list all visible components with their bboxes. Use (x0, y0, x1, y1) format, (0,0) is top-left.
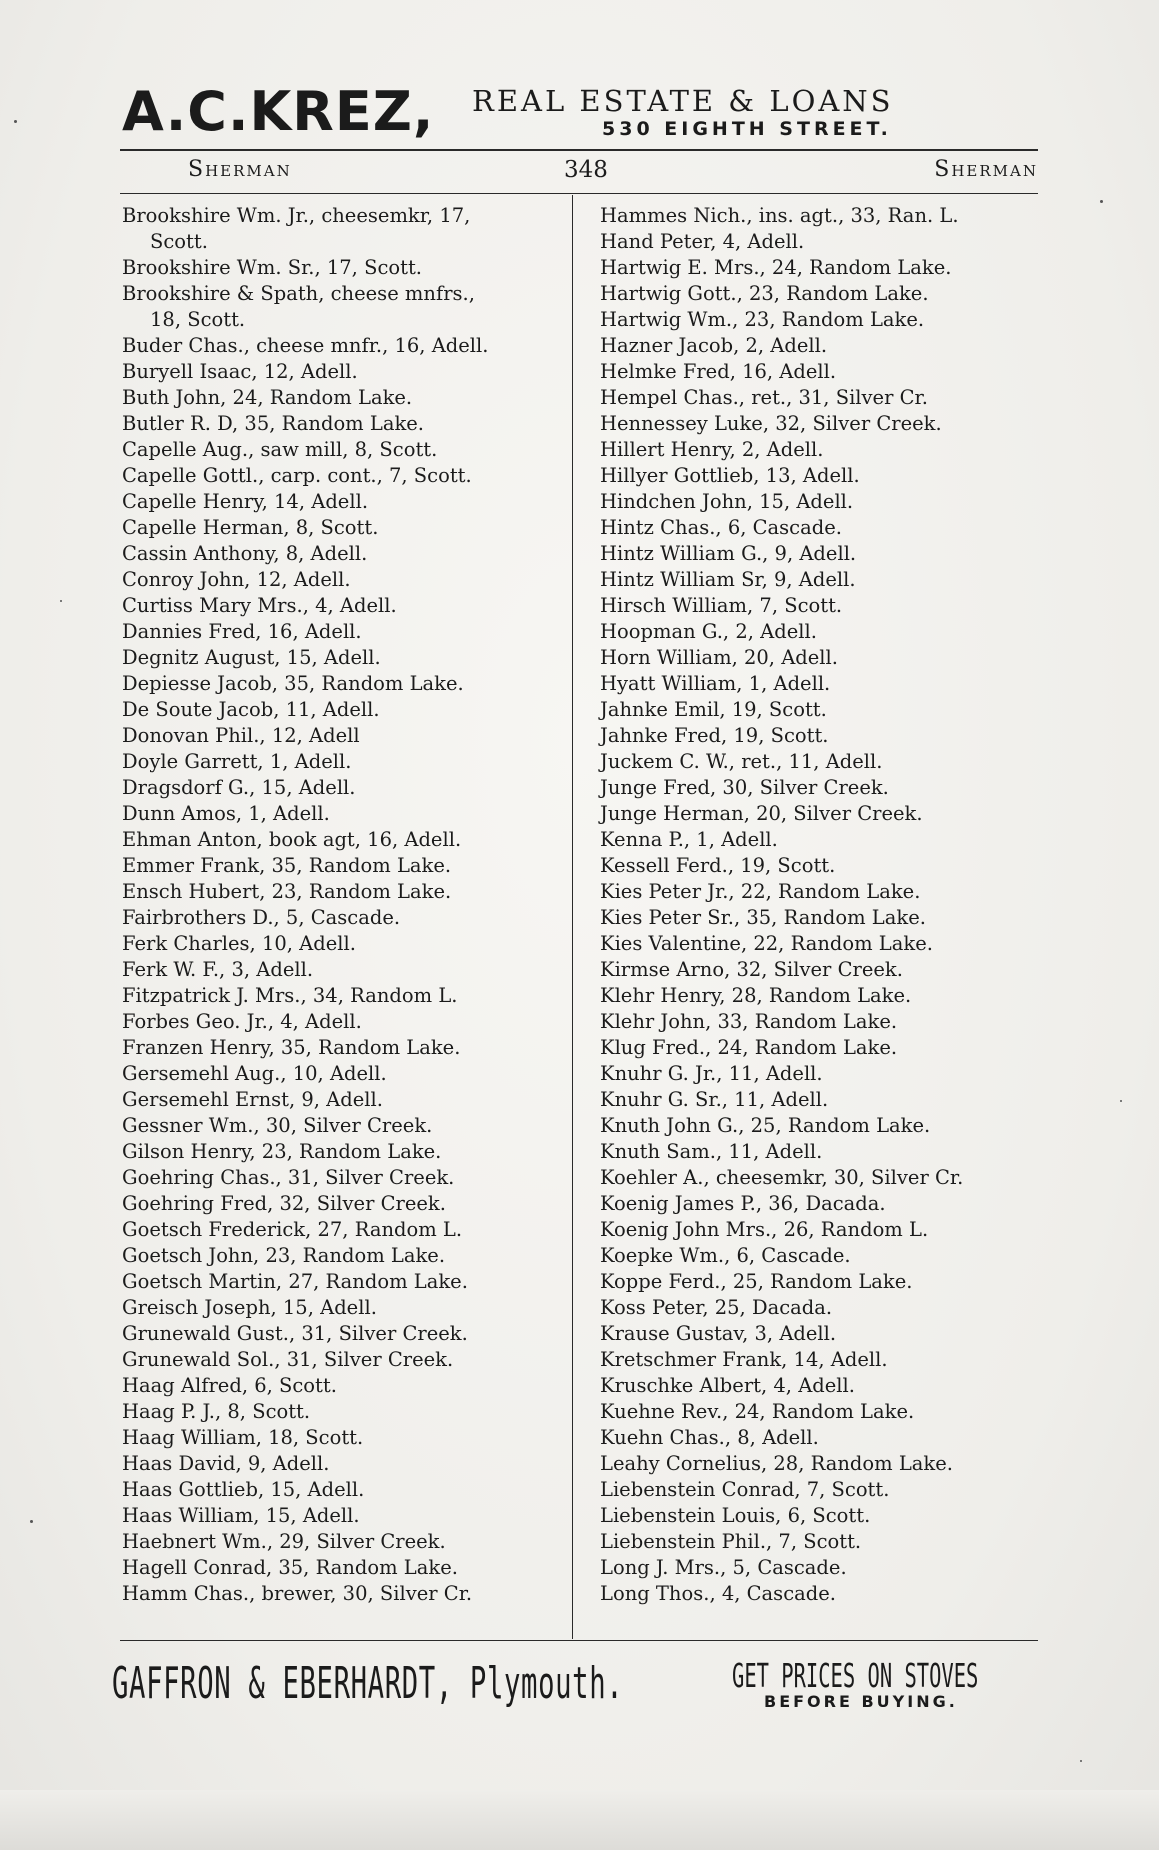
directory-entry: Capelle Henry, 14, Adell. (122, 490, 369, 513)
directory-entry: Hempel Chas., ret., 31, Silver Cr. (600, 386, 928, 409)
directory-entry: Emmer Frank, 35, Random Lake. (122, 854, 452, 877)
directory-entry: Kuehne Rev., 24, Random Lake. (600, 1400, 915, 1423)
directory-entry: Capelle Aug., saw mill, 8, Scott. (122, 438, 438, 461)
directory-entry: Liebenstein Louis, 6, Scott. (600, 1504, 871, 1527)
directory-entry: Kirmse Arno, 32, Silver Creek. (600, 958, 903, 981)
directory-entry: Long J. Mrs., 5, Cascade. (600, 1556, 847, 1579)
directory-entry: Hintz William Sr, 9, Adell. (600, 568, 856, 591)
running-head (120, 157, 1038, 189)
directory-entry: Krause Gustav, 3, Adell. (600, 1322, 837, 1345)
advertiser-tagline: REAL ESTATE & LOANS (472, 84, 894, 118)
directory-entry: Leahy Cornelius, 28, Random Lake. (600, 1452, 953, 1475)
directory-entry: Scott. (150, 230, 208, 253)
header-advertisement (122, 82, 1042, 148)
directory-entry: Goetsch Martin, 27, Random Lake. (122, 1270, 468, 1293)
directory-entry: Conroy John, 12, Adell. (122, 568, 351, 591)
directory-entry: 18, Scott. (150, 308, 246, 331)
footer-advertisement (112, 1652, 1042, 1722)
page-edge-shadow (0, 1790, 1159, 1850)
running-head-rule (120, 193, 1038, 194)
directory-entry: Kenna P., 1, Adell. (600, 828, 778, 851)
directory-entry: Buder Chas., cheese mnfr., 16, Adell. (122, 334, 489, 357)
directory-entry: Haag William, 18, Scott. (122, 1426, 364, 1449)
directory-entry: Fitzpatrick J. Mrs., 34, Random L. (122, 984, 458, 1007)
directory-entry: Hirsch William, 7, Scott. (600, 594, 843, 617)
directory-entry: Juckem C. W., ret., 11, Adell. (600, 750, 883, 773)
directory-entry: Knuhr G. Jr., 11, Adell. (600, 1062, 823, 1085)
directory-entry: Koepke Wm., 6, Cascade. (600, 1244, 851, 1267)
directory-entry: Junge Fred, 30, Silver Creek. (600, 776, 889, 799)
directory-entry: Goetsch Frederick, 27, Random L. (122, 1218, 463, 1241)
directory-entry: Koenig James P., 36, Dacada. (600, 1192, 886, 1215)
footer-cta-line1: GET PRICES ON STOVES (732, 1656, 979, 1695)
scan-speck (14, 120, 17, 123)
directory-entry: Kies Peter Sr., 35, Random Lake. (600, 906, 926, 929)
footer-rule (120, 1640, 1038, 1641)
directory-entry: Long Thos., 4, Cascade. (600, 1582, 836, 1605)
directory-entry: Jahnke Fred, 19, Scott. (600, 724, 829, 747)
directory-entry: Knuth John G., 25, Random Lake. (600, 1114, 931, 1137)
directory-entry: Kruschke Albert, 4, Adell. (600, 1374, 855, 1397)
directory-entry: Kies Peter Jr., 22, Random Lake. (600, 880, 921, 903)
directory-entry: Brookshire Wm. Jr., cheesemkr, 17, (122, 204, 471, 227)
directory-entry: Hand Peter, 4, Adell. (600, 230, 805, 253)
directory-entry: Jahnke Emil, 19, Scott. (600, 698, 827, 721)
directory-entry: Hintz Chas., 6, Cascade. (600, 516, 842, 539)
directory-entry: Helmke Fred, 16, Adell. (600, 360, 837, 383)
directory-entry: Kuehn Chas., 8, Adell. (600, 1426, 819, 1449)
directory-entry: Hindchen John, 15, Adell. (600, 490, 854, 513)
directory-entry: Haas David, 9, Adell. (122, 1452, 330, 1475)
running-head-right: Sherman (934, 157, 1038, 182)
directory-entry: Dunn Amos, 1, Adell. (122, 802, 330, 825)
scan-speck (1120, 1100, 1122, 1102)
scan-speck (1080, 1760, 1082, 1762)
directory-entry: Haebnert Wm., 29, Silver Creek. (122, 1530, 446, 1553)
directory-entry: Grunewald Gust., 31, Silver Creek. (122, 1322, 468, 1345)
directory-entry: Hennessey Luke, 32, Silver Creek. (600, 412, 942, 435)
directory-entry: Depiesse Jacob, 35, Random Lake. (122, 672, 464, 695)
column-divider (572, 195, 573, 1639)
directory-entry: Ehman Anton, book agt, 16, Adell. (122, 828, 462, 851)
directory-entry: Hammes Nich., ins. agt., 33, Ran. L. (600, 204, 959, 227)
header-rule (120, 149, 1038, 151)
directory-entry: Capelle Herman, 8, Scott. (122, 516, 379, 539)
directory-entry: Gessner Wm., 30, Silver Creek. (122, 1114, 433, 1137)
right-column (600, 203, 1040, 1607)
directory-entry: Klehr John, 33, Random Lake. (600, 1010, 898, 1033)
directory-entry: De Soute Jacob, 11, Adell. (122, 698, 380, 721)
directory-entry: Haag Alfred, 6, Scott. (122, 1374, 337, 1397)
directory-entry: Hillert Henry, 2, Adell. (600, 438, 824, 461)
directory-entry: Liebenstein Conrad, 7, Scott. (600, 1478, 890, 1501)
directory-entry: Koehler A., cheesemkr, 30, Silver Cr. (600, 1166, 964, 1189)
directory-entry: Koppe Ferd., 25, Random Lake. (600, 1270, 913, 1293)
directory-entry: Klehr Henry, 28, Random Lake. (600, 984, 912, 1007)
directory-entry: Ensch Hubert, 23, Random Lake. (122, 880, 452, 903)
directory-entry: Donovan Phil., 12, Adell (122, 724, 360, 747)
directory-entry: Dragsdorf G., 15, Adell. (122, 776, 356, 799)
directory-entry: Brookshire Wm. Sr., 17, Scott. (122, 256, 422, 279)
directory-entry: Buth John, 24, Random Lake. (122, 386, 413, 409)
directory-entry: Dannies Fred, 16, Adell. (122, 620, 362, 643)
directory-entry: Gersemehl Aug., 10, Adell. (122, 1062, 387, 1085)
directory-entry: Goehring Fred, 32, Silver Creek. (122, 1192, 446, 1215)
directory-entry: Kessell Ferd., 19, Scott. (600, 854, 836, 877)
footer-firm-name: GAFFRON & EBERHARDT, Plymouth. (112, 1658, 624, 1709)
directory-entry: Hartwig Wm., 23, Random Lake. (600, 308, 925, 331)
directory-entry: Haas Gottlieb, 15, Adell. (122, 1478, 365, 1501)
directory-entry: Haag P. J., 8, Scott. (122, 1400, 311, 1423)
directory-entry: Haas William, 15, Adell. (122, 1504, 360, 1527)
directory-entry: Butler R. D, 35, Random Lake. (122, 412, 425, 435)
directory-entry: Goehring Chas., 31, Silver Creek. (122, 1166, 455, 1189)
directory-entry: Doyle Garrett, 1, Adell. (122, 750, 352, 773)
directory-entry: Kretschmer Frank, 14, Adell. (600, 1348, 888, 1371)
advertiser-address: 530 EIGHTH STREET. (602, 118, 892, 140)
directory-entry: Buryell Isaac, 12, Adell. (122, 360, 358, 383)
scan-speck (1100, 200, 1103, 203)
directory-entry: Hamm Chas., brewer, 30, Silver Cr. (122, 1582, 473, 1605)
directory-entry: Koss Peter, 25, Dacada. (600, 1296, 833, 1319)
directory-entry: Brookshire & Spath, cheese mnfrs., (122, 282, 475, 305)
directory-entry: Ferk W. F., 3, Adell. (122, 958, 314, 981)
directory-entry: Ferk Charles, 10, Adell. (122, 932, 356, 955)
directory-entry: Degnitz August, 15, Adell. (122, 646, 381, 669)
directory-entry: Junge Herman, 20, Silver Creek. (600, 802, 923, 825)
directory-entry: Gilson Henry, 23, Random Lake. (122, 1140, 442, 1163)
directory-entry: Hyatt William, 1, Adell. (600, 672, 831, 695)
directory-entry: Hoopman G., 2, Adell. (600, 620, 817, 643)
directory-entry: Capelle Gottl., carp. cont., 7, Scott. (122, 464, 472, 487)
directory-entry: Klug Fred., 24, Random Lake. (600, 1036, 898, 1059)
directory-entry: Greisch Joseph, 15, Adell. (122, 1296, 377, 1319)
scan-speck (30, 1520, 33, 1523)
directory-entry: Forbes Geo. Jr., 4, Adell. (122, 1010, 362, 1033)
directory-entry: Cassin Anthony, 8, Adell. (122, 542, 368, 565)
directory-entry: Knuhr G. Sr., 11, Adell. (600, 1088, 829, 1111)
footer-cta-line2: BEFORE BUYING. (764, 1692, 958, 1711)
directory-entry: Knuth Sam., 11, Adell. (600, 1140, 823, 1163)
directory-entry: Hartwig E. Mrs., 24, Random Lake. (600, 256, 952, 279)
directory-entry: Horn William, 20, Adell. (600, 646, 838, 669)
page-number: 348 (564, 157, 608, 183)
directory-entry: Fairbrothers D., 5, Cascade. (122, 906, 401, 929)
directory-entry: Hagell Conrad, 35, Random Lake. (122, 1556, 458, 1579)
directory-entry: Hintz William G., 9, Adell. (600, 542, 857, 565)
left-column (122, 203, 568, 1607)
directory-entry: Hazner Jacob, 2, Adell. (600, 334, 828, 357)
directory-entry: Hartwig Gott., 23, Random Lake. (600, 282, 929, 305)
directory-entry: Goetsch John, 23, Random Lake. (122, 1244, 446, 1267)
directory-entry: Grunewald Sol., 31, Silver Creek. (122, 1348, 454, 1371)
directory-entry: Liebenstein Phil., 7, Scott. (600, 1530, 862, 1553)
scan-speck (60, 600, 62, 602)
directory-entry: Gersemehl Ernst, 9, Adell. (122, 1088, 383, 1111)
directory-entry: Franzen Henry, 35, Random Lake. (122, 1036, 461, 1059)
directory-entry: Curtiss Mary Mrs., 4, Adell. (122, 594, 397, 617)
running-head-left: Sherman (188, 157, 292, 182)
directory-entry: Kies Valentine, 22, Random Lake. (600, 932, 933, 955)
directory-entry: Hillyer Gottlieb, 13, Adell. (600, 464, 860, 487)
directory-entry: Koenig John Mrs., 26, Random L. (600, 1218, 929, 1241)
advertiser-name: A.C.KREZ, (122, 80, 435, 143)
